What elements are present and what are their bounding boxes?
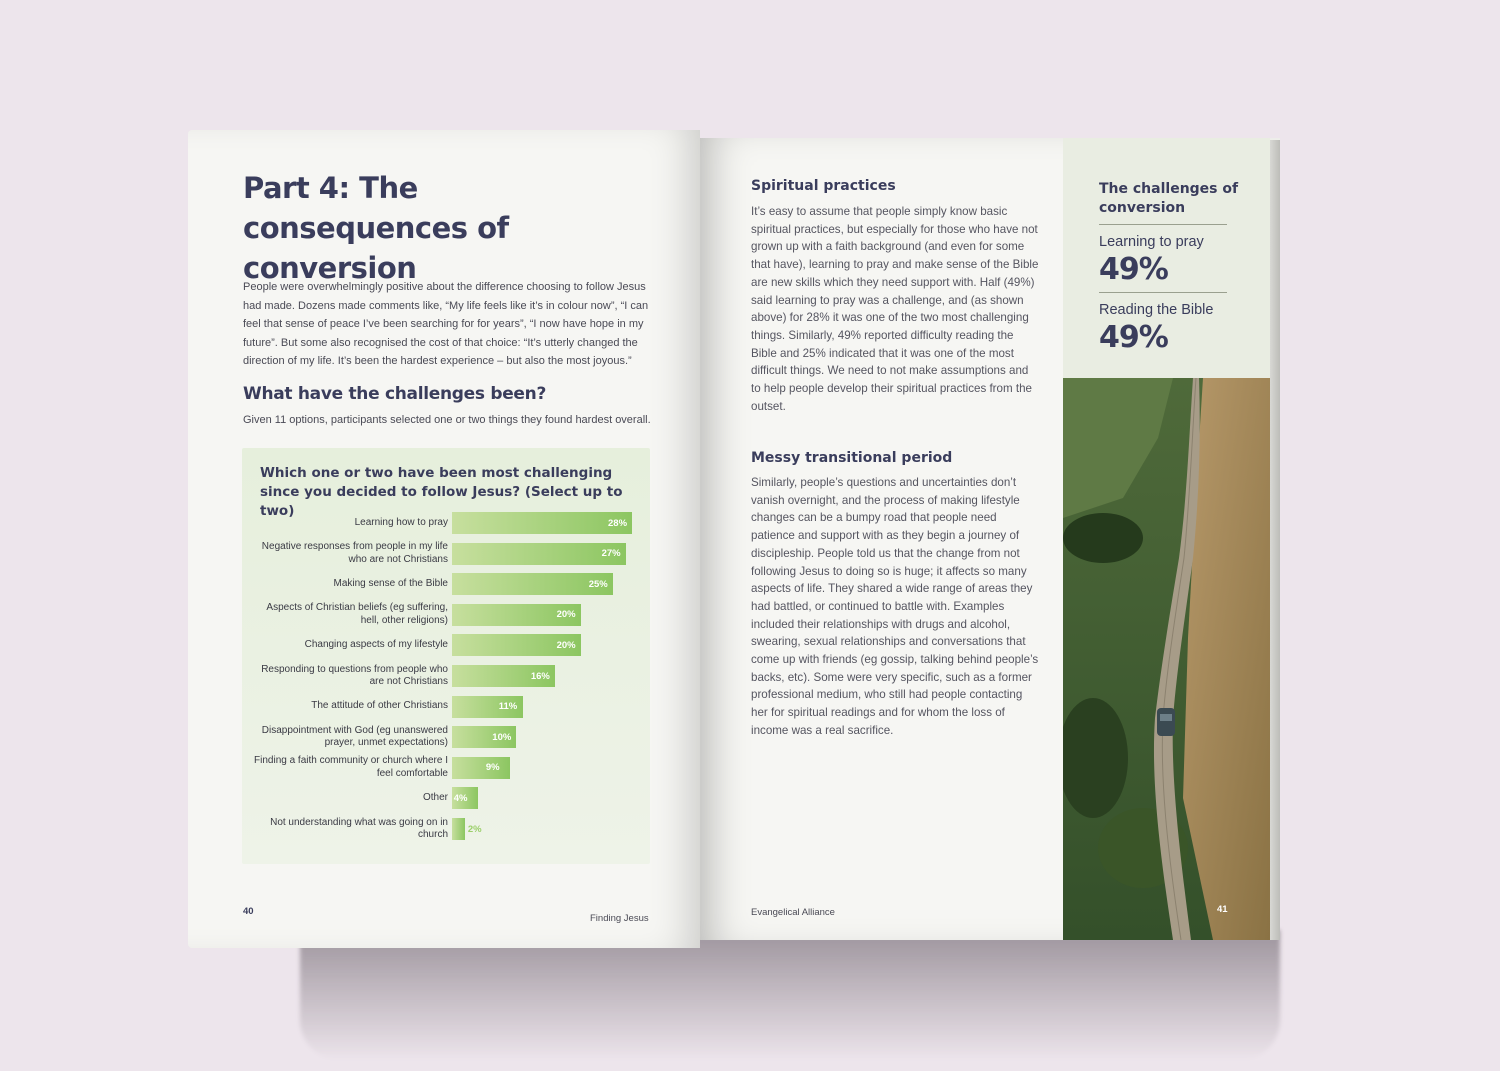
stat-label-bible: Reading the Bible [1099,302,1214,318]
messy-period-text: Similarly, people’s questions and uncertainties don’t vanish overnight, and the process of making lifestyle changes can be a bumpy road that people need patience and support with as they begin a journey of discipleship. People told us that the change from not following Jesus to doing so is huge; it affects so many aspects of life. They shared a wide range of areas they had battled, or continued to battle with. Examples included their relationships with drugs and alcohol, swearing, sexual relationships and conversations that come up with friends (eg gossip, talking behind people’s backs, etc). Some were very specific, such as a former professional medium, who still had people contacting her for spiritual readings and for whom the loss of income was a real sacrifice. [751,476,1039,737]
category-label: Disappointment with God (eg unanswered prayer, unmet expectations) [261,724,448,749]
section-heading: What have the challenges been? [243,384,547,404]
value-label: 10% [492,731,512,743]
stat-value-bible: 49% [1099,320,1168,355]
section-subtitle: Given 11 options, participants selected one or two things they found hardest overall. [243,414,651,426]
value-label: 4% [453,792,468,804]
category-label: Aspects of Christian beliefs (eg suffering, hell, other religions) [266,602,448,626]
value-label: 25% [588,578,608,590]
category-label: Negative responses from people in my life who are not Christians [261,541,448,565]
value-label: 28% [608,517,628,529]
value-label: 9% [485,762,500,774]
value-label: 2% [467,823,482,835]
page-number-right: 41 [1217,904,1228,915]
messy-period-heading: Messy transitional period [751,450,953,466]
bar [452,512,632,534]
value-label: 27% [601,548,621,560]
sidebar-divider [1099,292,1227,293]
stat-label-pray: Learning to pray [1099,234,1204,250]
running-footer-right: Evangelical Alliance [751,907,835,918]
running-footer-left: Finding Jesus [590,913,649,924]
chart-row [242,602,650,628]
chart-row [242,755,650,781]
chart-row [242,541,650,567]
sidebar-title: The challenges of conversion [1099,181,1239,216]
bar [452,757,510,779]
category-label: Other [422,792,448,804]
challenges-chart [242,448,650,864]
value-label: 11% [498,701,518,713]
category-label: Finding a faith community or church where I feel comfortable [254,755,448,779]
left-page [188,130,700,948]
page-title: Part 4: The consequences of conversion [243,171,509,285]
chart-row [242,663,650,689]
bar [452,543,626,565]
category-label: Responding to questions from people who are not Christians [261,663,448,687]
right-page [700,138,1280,940]
category-label: Making sense of the Bible [333,577,448,589]
category-label: Learning how to pray [354,516,448,528]
intro-paragraph: People were overwhelmingly positive about the difference choosing to follow Jesus had made. Dozens made comments like, “My life feels like it’s in colour now”, “I can feel that sense of peace I’ve been searching for for years”, “I now have hope in my future”. But some also recognised the cost of that choice: “It’s utterly changed the direction of my life. It’s been the hardest experience – but also the most joyous.” [243,281,649,367]
value-label: 20% [556,639,576,651]
chart-row [242,694,650,720]
chart-row [242,632,650,658]
aerial-road-image [1063,378,1270,940]
spiritual-practices-heading: Spiritual practices [751,178,896,194]
category-label: Not understanding what was going on in church [270,816,448,840]
chart-row [242,785,650,811]
category-label: The attitude of other Christians [311,700,448,712]
stats-sidebar [1063,138,1270,378]
spiritual-practices-text: It’s easy to assume that people simply know basic spiritual practices, but especially for those who have not grown up with a faith background (and even for some that have), learning to pray and make sense of the Bible are new skills which they need support with. Half (49%) said learning to pray was a challenge, and (as shown above) for 28% it was one of the two most challenging things. Similarly, 49% reported difficulty reading the Bible and 25% indicated that it was one of the most difficult things. We need to not make assumptions and to help people develop their spiritual practices from the outset. [751,205,1039,413]
sidebar-divider [1099,224,1227,225]
bar [452,818,465,840]
stat-value-pray: 49% [1099,252,1168,287]
value-label: 16% [530,670,550,682]
book-shadow [300,930,1280,1060]
page-edge [1270,140,1280,940]
chart-row [242,510,650,536]
chart-row [242,571,650,597]
chart-row [242,816,650,842]
chart-title: Which one or two have been most challenging since you decided to follow Jesus? (Select up to two) [260,465,623,519]
category-label: Changing aspects of my lifestyle [304,639,448,651]
value-label: 20% [556,609,576,621]
chart-row [242,724,650,750]
page-number-left: 40 [243,906,254,917]
country-road-photo [1063,378,1270,940]
